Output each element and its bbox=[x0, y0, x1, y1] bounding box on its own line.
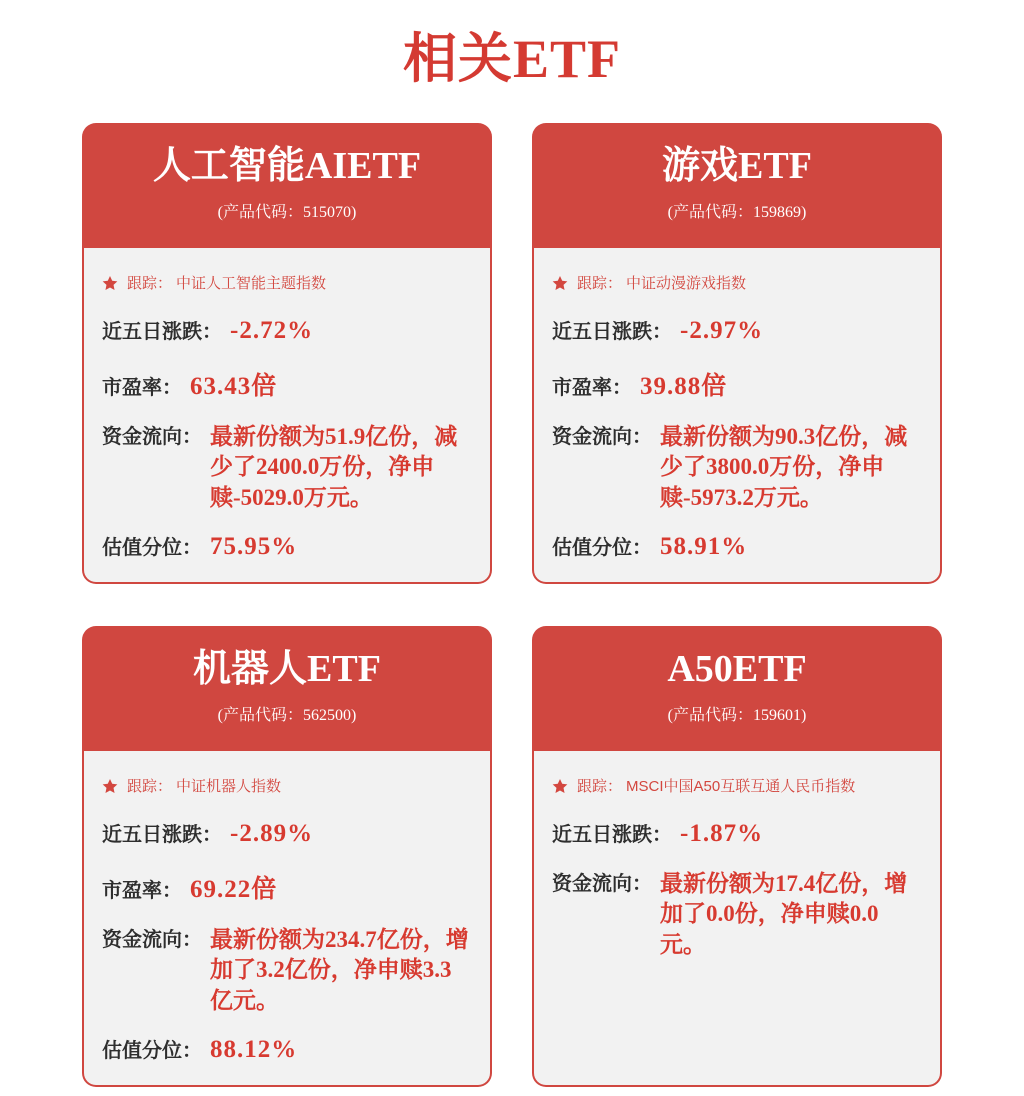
pe-row bbox=[102, 869, 472, 905]
flow-label: 资金流向： bbox=[102, 929, 202, 952]
star-icon bbox=[552, 778, 568, 794]
card-body bbox=[82, 751, 492, 1087]
pe-label: 市盈率： bbox=[552, 377, 632, 399]
page-title: 相关ETF bbox=[402, 29, 622, 89]
valuation-row bbox=[102, 533, 472, 562]
valuation-value: 58.91% bbox=[660, 533, 748, 561]
card-header bbox=[532, 123, 942, 248]
etf-product-code: (产品代码：562500) bbox=[217, 706, 357, 724]
etf-card-game bbox=[532, 123, 942, 584]
valuation-label: 估值分位： bbox=[552, 537, 652, 560]
etf-name: 人工智能AIETF bbox=[152, 145, 422, 188]
flow-label: 资金流向： bbox=[552, 426, 652, 448]
track-label: 跟踪： bbox=[127, 778, 173, 796]
etf-card-a50 bbox=[532, 626, 942, 1087]
pe-label: 市盈率： bbox=[102, 880, 182, 903]
pe-value: 39.88倍 bbox=[640, 373, 728, 400]
valuation-value: 75.95% bbox=[210, 533, 298, 561]
card-header bbox=[82, 626, 492, 751]
track-row bbox=[102, 775, 472, 796]
pe-row bbox=[552, 366, 922, 402]
star-icon bbox=[102, 275, 118, 291]
flow-value: 最新份额为90.3亿份，减少了3800.0万份，净申赎-5973.2万元。 bbox=[660, 424, 908, 510]
etf-card-robot bbox=[82, 626, 492, 1087]
five-day-label: 近五日涨跌： bbox=[552, 824, 672, 847]
etf-product-code: (产品代码：159869) bbox=[667, 203, 807, 221]
five-day-label: 近五日涨跌： bbox=[552, 321, 672, 343]
flow-value: 最新份额为17.4亿份，增加了0.0份，净申赎0.0元。 bbox=[660, 871, 908, 957]
valuation-row bbox=[552, 533, 922, 562]
flow-label: 资金流向： bbox=[102, 426, 202, 448]
flow-row bbox=[102, 925, 472, 1016]
pe-value: 63.43倍 bbox=[190, 373, 278, 400]
valuation-label: 估值分位： bbox=[102, 537, 202, 560]
track-index: MSCI中国A50互联互通人民币指数 bbox=[626, 778, 856, 796]
flow-row bbox=[102, 422, 472, 513]
valuation-label: 估值分位： bbox=[102, 1040, 202, 1063]
flow-value: 最新份额为234.7亿份，增加了3.2亿份，净申赎3.3亿元。 bbox=[210, 927, 469, 1013]
track-label: 跟踪： bbox=[577, 275, 623, 292]
etf-cards-grid bbox=[82, 123, 942, 1087]
pe-row bbox=[102, 366, 472, 402]
flow-label: 资金流向： bbox=[552, 873, 652, 896]
track-row bbox=[102, 272, 472, 293]
etf-name: 游戏ETF bbox=[662, 145, 812, 188]
etf-name: 机器人ETF bbox=[193, 648, 381, 691]
five-day-value: -2.72% bbox=[230, 317, 314, 344]
five-day-row bbox=[102, 317, 472, 346]
pe-value: 69.22倍 bbox=[190, 876, 278, 904]
five-day-value: -2.97% bbox=[680, 317, 764, 344]
track-row bbox=[552, 272, 922, 293]
track-index: 中证机器人指数 bbox=[176, 778, 282, 796]
card-header bbox=[82, 123, 492, 248]
track-label: 跟踪： bbox=[127, 275, 173, 292]
flow-row bbox=[552, 869, 922, 960]
star-icon bbox=[102, 778, 118, 794]
card-body bbox=[532, 751, 942, 1087]
track-row bbox=[552, 775, 922, 796]
track-index: 中证动漫游戏指数 bbox=[626, 275, 747, 292]
track-index: 中证人工智能主题指数 bbox=[176, 275, 327, 292]
five-day-row bbox=[552, 820, 922, 849]
valuation-row bbox=[102, 1036, 472, 1065]
pe-label: 市盈率： bbox=[102, 377, 182, 399]
etf-product-code: (产品代码：515070) bbox=[217, 203, 357, 221]
five-day-row bbox=[102, 820, 472, 849]
track-label: 跟踪： bbox=[577, 778, 623, 796]
flow-row bbox=[552, 422, 922, 513]
card-body bbox=[532, 248, 942, 584]
five-day-row bbox=[552, 317, 922, 346]
etf-card-ai bbox=[82, 123, 492, 584]
card-body bbox=[82, 248, 492, 584]
five-day-label: 近五日涨跌： bbox=[102, 321, 222, 343]
valuation-value: 88.12% bbox=[210, 1036, 298, 1064]
five-day-label: 近五日涨跌： bbox=[102, 824, 222, 847]
star-icon bbox=[552, 275, 568, 291]
flow-value: 最新份额为51.9亿份，减少了2400.0万份，净申赎-5029.0万元。 bbox=[210, 424, 458, 510]
card-header bbox=[532, 626, 942, 751]
five-day-value: -1.87% bbox=[680, 820, 764, 848]
five-day-value: -2.89% bbox=[230, 820, 314, 848]
etf-product-code: (产品代码：159601) bbox=[667, 706, 807, 724]
etf-name: A50ETF bbox=[667, 648, 807, 691]
